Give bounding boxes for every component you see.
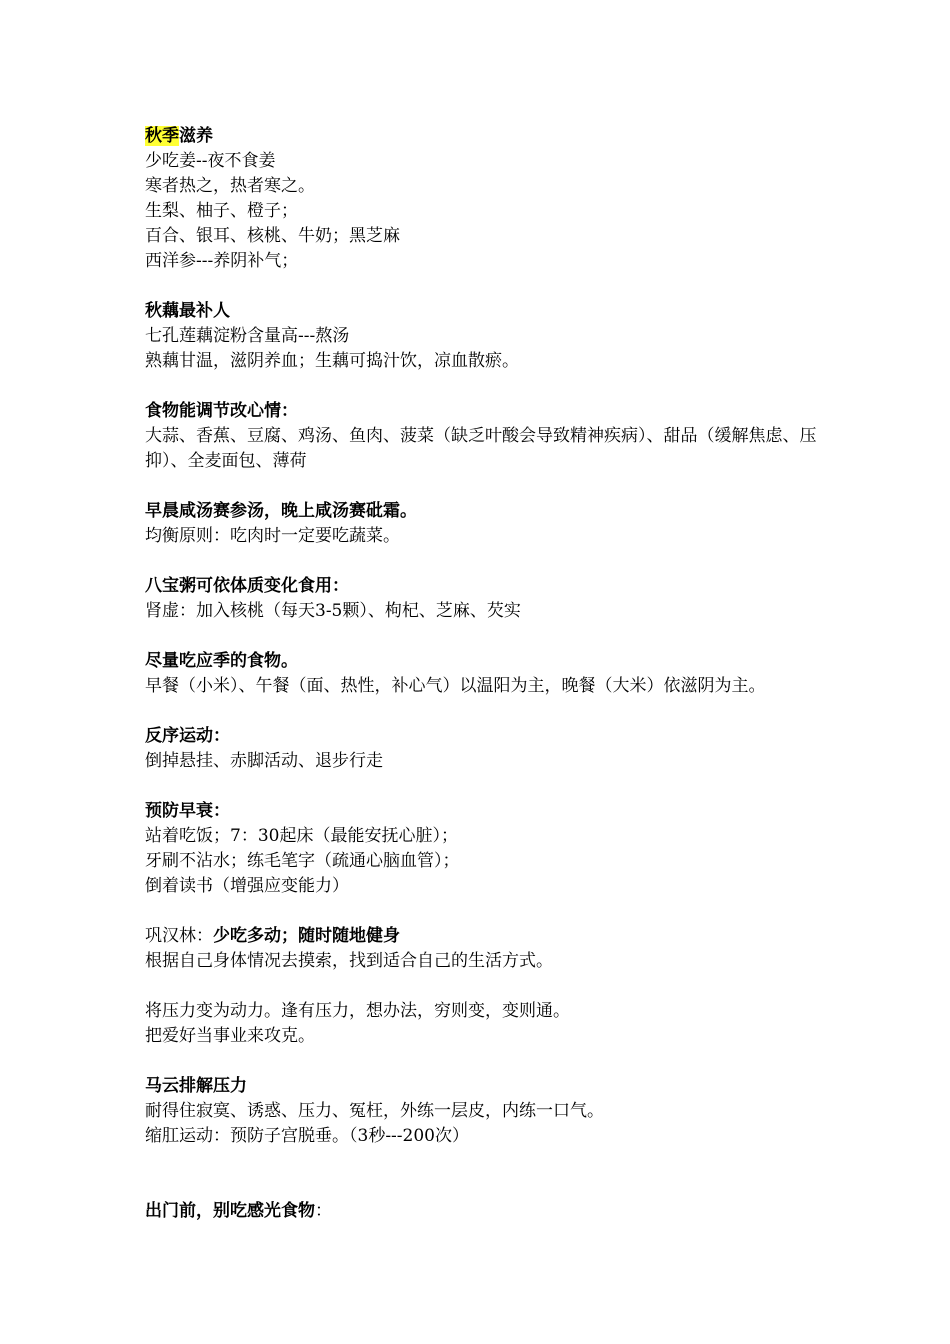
spacer: [145, 899, 845, 924]
section-title-autumn-nourishing: [145, 124, 845, 149]
quote-speaker: 巩汉林：: [145, 926, 213, 946]
spacer: [145, 699, 845, 724]
section-title-salty-soup: 早晨咸汤赛参汤，晚上咸汤赛砒霜。: [145, 501, 417, 521]
spacer: [145, 1049, 845, 1074]
text-line: 百合、银耳、核桃、牛奶；黑芝麻: [145, 226, 400, 246]
text-line: 西洋参---养阴补气；: [145, 251, 299, 271]
text-line: 将压力变为动力。逢有压力，想办法，穷则变，变则通。: [145, 1001, 570, 1021]
text-line: 倒着读书（增强应变能力）: [145, 876, 349, 896]
text-line: 把爱好当事业来攻克。: [145, 1026, 315, 1046]
title-text: 滋养: [179, 126, 213, 146]
section-title-mood-food: 食物能调节改心情：: [145, 401, 298, 421]
text-line: 七孔莲藕淀粉含量高---熬汤: [145, 326, 350, 346]
text-line: 缩肛运动：预防子宫脱垂。（3秒---200次）: [145, 1126, 469, 1146]
text-paragraph: 大蒜、香蕉、豆腐、鸡汤、鱼肉、菠菜（缺乏叶酸会导致精神疾病）、甜品（缓解焦虑、压抑）、全麦面包、薄荷: [145, 426, 817, 471]
section-title-photosensitive-food: [145, 1199, 845, 1224]
text-line: 牙刷不沾水；练毛笔字（疏通心脑血管）；: [145, 851, 460, 871]
spacer: [145, 1149, 845, 1199]
section-title-jack-ma: 马云排解压力: [145, 1076, 247, 1096]
text-line: 寒者热之，热者寒之。: [145, 176, 315, 196]
spacer: [145, 474, 845, 499]
text-line: 熟藕甘温，滋阴养血；生藕可捣汁饮，凉血散瘀。: [145, 351, 519, 371]
title-text: 出门前，别吃感光食物: [145, 1201, 315, 1221]
section-title-seasonal-food: 尽量吃应季的食物。: [145, 651, 298, 671]
text-line: 均衡原则：吃肉时一定要吃蔬菜。: [145, 526, 400, 546]
section-title-lotus-root: 秋藕最补人: [145, 301, 230, 321]
text-line: 耐得住寂寞、诱惑、压力、冤枉，外练一层皮，内练一口气。: [145, 1101, 604, 1121]
quote-line-gong-hanlin: [145, 924, 845, 949]
text-line: 肾虚：加入核桃（每天3-5颗）、枸杞、芝麻、芡实: [145, 601, 521, 621]
text-line: 生梨、柚子、橙子；: [145, 201, 298, 221]
section-title-babao-porridge: 八宝粥可依体质变化食用：: [145, 576, 349, 596]
highlighted-text: 秋季: [145, 126, 179, 146]
spacer: [145, 624, 845, 649]
spacer: [145, 774, 845, 799]
title-suffix: ：: [315, 1201, 332, 1221]
spacer: [145, 374, 845, 399]
spacer: [145, 274, 845, 299]
spacer: [145, 549, 845, 574]
text-line: 早餐（小米）、午餐（面、热性，补心气）以温阳为主，晚餐（大米）依滋阴为主。: [145, 676, 766, 696]
text-line: 倒掉悬挂、赤脚活动、退步行走: [145, 751, 383, 771]
section-title-prevent-aging: 预防早衰：: [145, 801, 230, 821]
section-title-reverse-exercise: 反序运动：: [145, 726, 230, 746]
quote-bold-text: 少吃多动；随时随地健身: [213, 926, 400, 946]
document-body: [145, 124, 845, 1224]
text-line: 站着吃饭；7：30起床（最能安抚心脏）；: [145, 826, 458, 846]
text-line: 根据自己身体情况去摸索，找到适合自己的生活方式。: [145, 951, 553, 971]
text-line: 少吃姜--夜不食姜: [145, 151, 276, 171]
spacer: [145, 974, 845, 999]
